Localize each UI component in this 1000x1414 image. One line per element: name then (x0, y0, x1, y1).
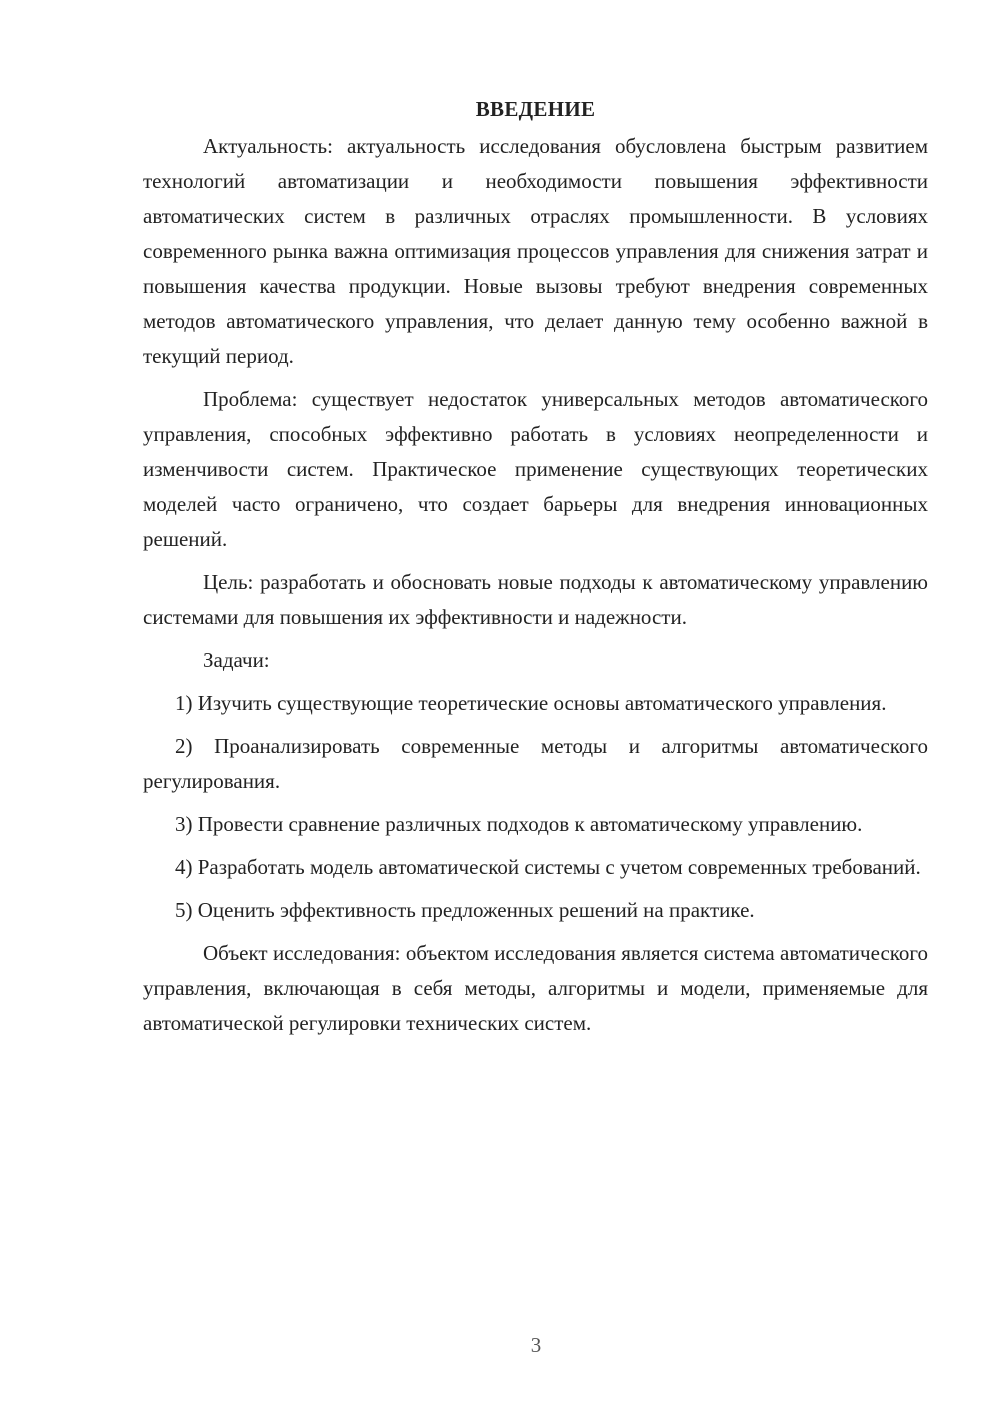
task-item-4: 4) Разработать модель автоматической системы с учетом современных требований. (175, 855, 921, 879)
tasks-heading: Задачи: (203, 648, 270, 672)
page-title: ВВЕДЕНИЕ (475, 97, 596, 121)
task-item-2: 2) Проанализировать современные методы и алгоритмы автоматического регулирования. (143, 734, 928, 793)
object-paragraph: Объект исследования: объектом исследования является система автоматического управления, включающая в себя методы, алгоритмы и модели, применяемые для автоматической регулировки технических систем. (143, 941, 928, 1035)
task-item-5: 5) Оценить эффективность предложенных решений на практике. (175, 898, 755, 922)
document-page (143, 92, 928, 1049)
task-item-3: 3) Провести сравнение различных подходов к автоматическому управлению. (175, 812, 863, 836)
relevance-paragraph: Актуальность: актуальность исследования обусловлена быстрым развитием технологий автоматизации и необходимости повышения эффективности автоматических систем в различных отраслях промышленности. В условиях современного рынка важна оптимизация процессов управления для снижения затрат и повышения качества продукции. Новые вызовы требуют внедрения современных методов автоматического управления, что делает данную тему особенно важной в текущий период. (143, 134, 928, 368)
task-item-1: 1) Изучить существующие теоретические основы автоматического управления. (175, 691, 887, 715)
goal-paragraph: Цель: разработать и обосновать новые подходы к автоматическому управлению системами для повышения их эффективности и надежности. (143, 570, 928, 629)
page-number: 3 (530, 1333, 542, 1357)
problem-paragraph: Проблема: существует недостаток универсальных методов автоматического управления, способных эффективно работать в условиях неопределенности и изменчивости систем. Практическое применение существующих теоретических моделей часто ограничено, что создает барьеры для внедрения инновационных решений. (143, 387, 928, 551)
